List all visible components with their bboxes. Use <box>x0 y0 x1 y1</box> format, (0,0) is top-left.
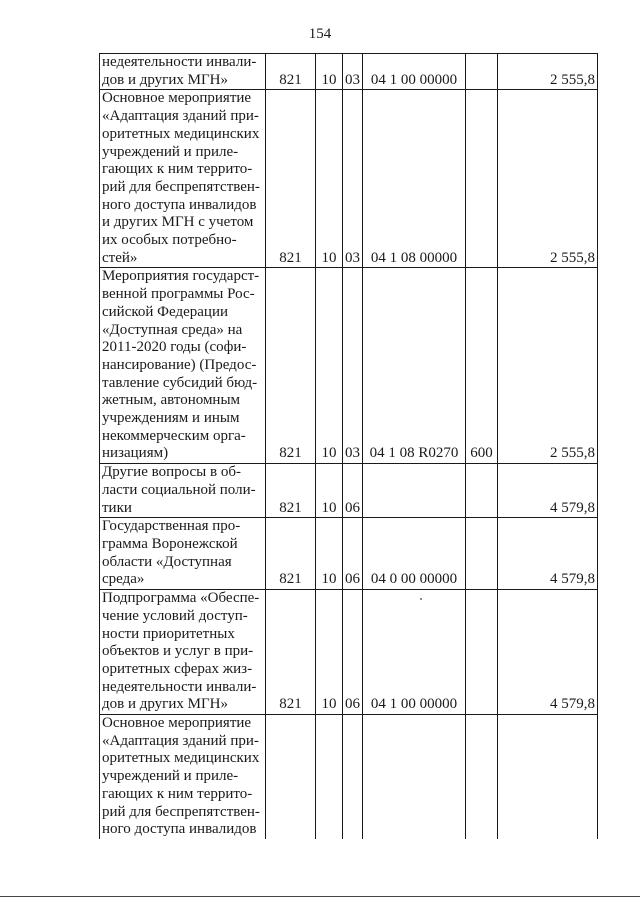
cell-pr: 03 <box>343 54 363 90</box>
table-row <box>100 54 598 90</box>
name-line: ного доступа инвалидов <box>102 196 257 213</box>
name-line: их особых потребно- <box>102 232 237 249</box>
cell-vr <box>466 90 498 268</box>
name-line: «Адаптация зданий при- <box>102 108 259 125</box>
cell-sum: 4 579,8 <box>498 518 598 590</box>
cell-name <box>100 464 266 518</box>
name-line: жетным, автономным <box>102 392 241 409</box>
name-line: Подпрограмма «Обеспе- <box>102 590 260 607</box>
cell-csr: 04 1 00 00000 <box>363 54 466 90</box>
name-line: тавление субсидий бюд- <box>102 374 258 391</box>
cell-sum: 4 579,8 <box>498 464 598 518</box>
table-row <box>100 590 598 715</box>
name-line: гающих к ним террито- <box>102 161 253 178</box>
name-line: оритетных медицинских <box>102 125 260 142</box>
cell-pr: 03 <box>343 268 363 464</box>
name-line: низациям) <box>102 445 169 462</box>
name-line: Государственная про- <box>102 518 241 535</box>
name-line: тики <box>102 499 132 516</box>
name-line: Основное мероприятие <box>102 90 252 107</box>
name-line: Другие вопросы в об- <box>102 464 241 481</box>
cell-csr: 04 1 08 R0270 <box>363 268 466 464</box>
cell-pr: 03 <box>343 90 363 268</box>
cell-name <box>100 90 266 268</box>
page-number: 154 <box>308 26 332 42</box>
name-line: и других МГН с учетом <box>102 214 254 231</box>
cell-code: 821 <box>266 518 316 590</box>
name-line: дов и других МГН» <box>102 71 228 88</box>
table-row <box>100 268 598 464</box>
table-row <box>100 518 598 590</box>
name-line: области «Доступная <box>102 553 232 570</box>
cell-csr: 04 0 00 00000 <box>363 518 466 590</box>
cell-name <box>100 590 266 715</box>
budget-table <box>99 53 598 839</box>
budget-table-body <box>100 54 598 839</box>
cell-pr <box>343 715 363 839</box>
cell-vr <box>466 715 498 839</box>
name-line: учреждениям и иным <box>102 410 240 427</box>
cell-csr: 04 1 08 00000 <box>363 90 466 268</box>
cell-sum: 4 579,8 <box>498 590 598 715</box>
cell-name <box>100 54 266 90</box>
cell-sum: 2 555,8 <box>498 90 598 268</box>
cell-vr <box>466 590 498 715</box>
cell-vr <box>466 518 498 590</box>
name-line: Мероприятия государст- <box>102 268 260 285</box>
name-line: учреждений и приле- <box>102 143 239 160</box>
cell-csr <box>363 464 466 518</box>
cell-sum: 2 555,8 <box>498 54 598 90</box>
cell-vr: 600 <box>466 268 498 464</box>
cell-csr: 04 1 00 00000 <box>363 590 466 715</box>
cell-rz: 10 <box>316 464 343 518</box>
cell-rz: 10 <box>316 518 343 590</box>
table-row <box>100 464 598 518</box>
name-line: Основное мероприятие <box>102 715 252 732</box>
cell-sum <box>498 715 598 839</box>
name-line: некоммерческим орга- <box>102 427 246 444</box>
scan-speck <box>420 598 422 600</box>
name-line: нансирование) (Предос- <box>102 356 257 373</box>
name-line: 2011-2020 годы (софи- <box>102 339 247 356</box>
table-row <box>100 715 598 839</box>
cell-pr: 06 <box>343 518 363 590</box>
cell-vr <box>466 54 498 90</box>
cell-name <box>100 268 266 464</box>
name-line: недеятельности инвали- <box>102 678 257 695</box>
name-line: оритетных сферах жиз- <box>102 660 253 677</box>
cell-csr <box>363 715 466 839</box>
cell-pr: 06 <box>343 590 363 715</box>
name-line: «Адаптация зданий при- <box>102 732 259 749</box>
name-line: ласти социальной поли- <box>102 481 256 498</box>
cell-code: 821 <box>266 268 316 464</box>
name-line: «Доступная среда» на <box>102 321 243 338</box>
table-row <box>100 90 598 268</box>
cell-sum: 2 555,8 <box>498 268 598 464</box>
cell-rz: 10 <box>316 590 343 715</box>
cell-rz: 10 <box>316 268 343 464</box>
name-line: дов и других МГН» <box>102 696 228 713</box>
cell-rz: 10 <box>316 90 343 268</box>
name-line: рий для беспрепятствен- <box>102 803 260 820</box>
name-line: рий для беспрепятствен- <box>102 178 260 195</box>
cell-name <box>100 715 266 839</box>
name-line: ного доступа инвалидов <box>102 821 257 838</box>
cell-code: 821 <box>266 90 316 268</box>
name-line: недеятельности инвали- <box>102 54 257 70</box>
cell-code <box>266 715 316 839</box>
name-line: гающих к ним террито- <box>102 785 253 802</box>
cell-name <box>100 518 266 590</box>
cell-code: 821 <box>266 590 316 715</box>
name-line: оритетных медицинских <box>102 750 260 767</box>
name-line: объектов и услуг в при- <box>102 643 254 660</box>
name-line: стей» <box>102 249 138 266</box>
name-line: грамма Воронежской <box>102 535 238 552</box>
cell-code: 821 <box>266 54 316 90</box>
name-line: ности приоритетных <box>102 625 235 642</box>
name-line: среда» <box>102 571 145 588</box>
name-line: чение условий доступ- <box>102 607 248 624</box>
name-line: сийской Федерации <box>102 303 229 320</box>
cell-rz <box>316 715 343 839</box>
cell-vr <box>466 464 498 518</box>
name-line: учреждений и приле- <box>102 768 239 785</box>
scan-bottom-rule <box>0 896 640 897</box>
cell-code: 821 <box>266 464 316 518</box>
name-line: венной программы Рос- <box>102 286 255 303</box>
cell-pr: 06 <box>343 464 363 518</box>
cell-rz: 10 <box>316 54 343 90</box>
